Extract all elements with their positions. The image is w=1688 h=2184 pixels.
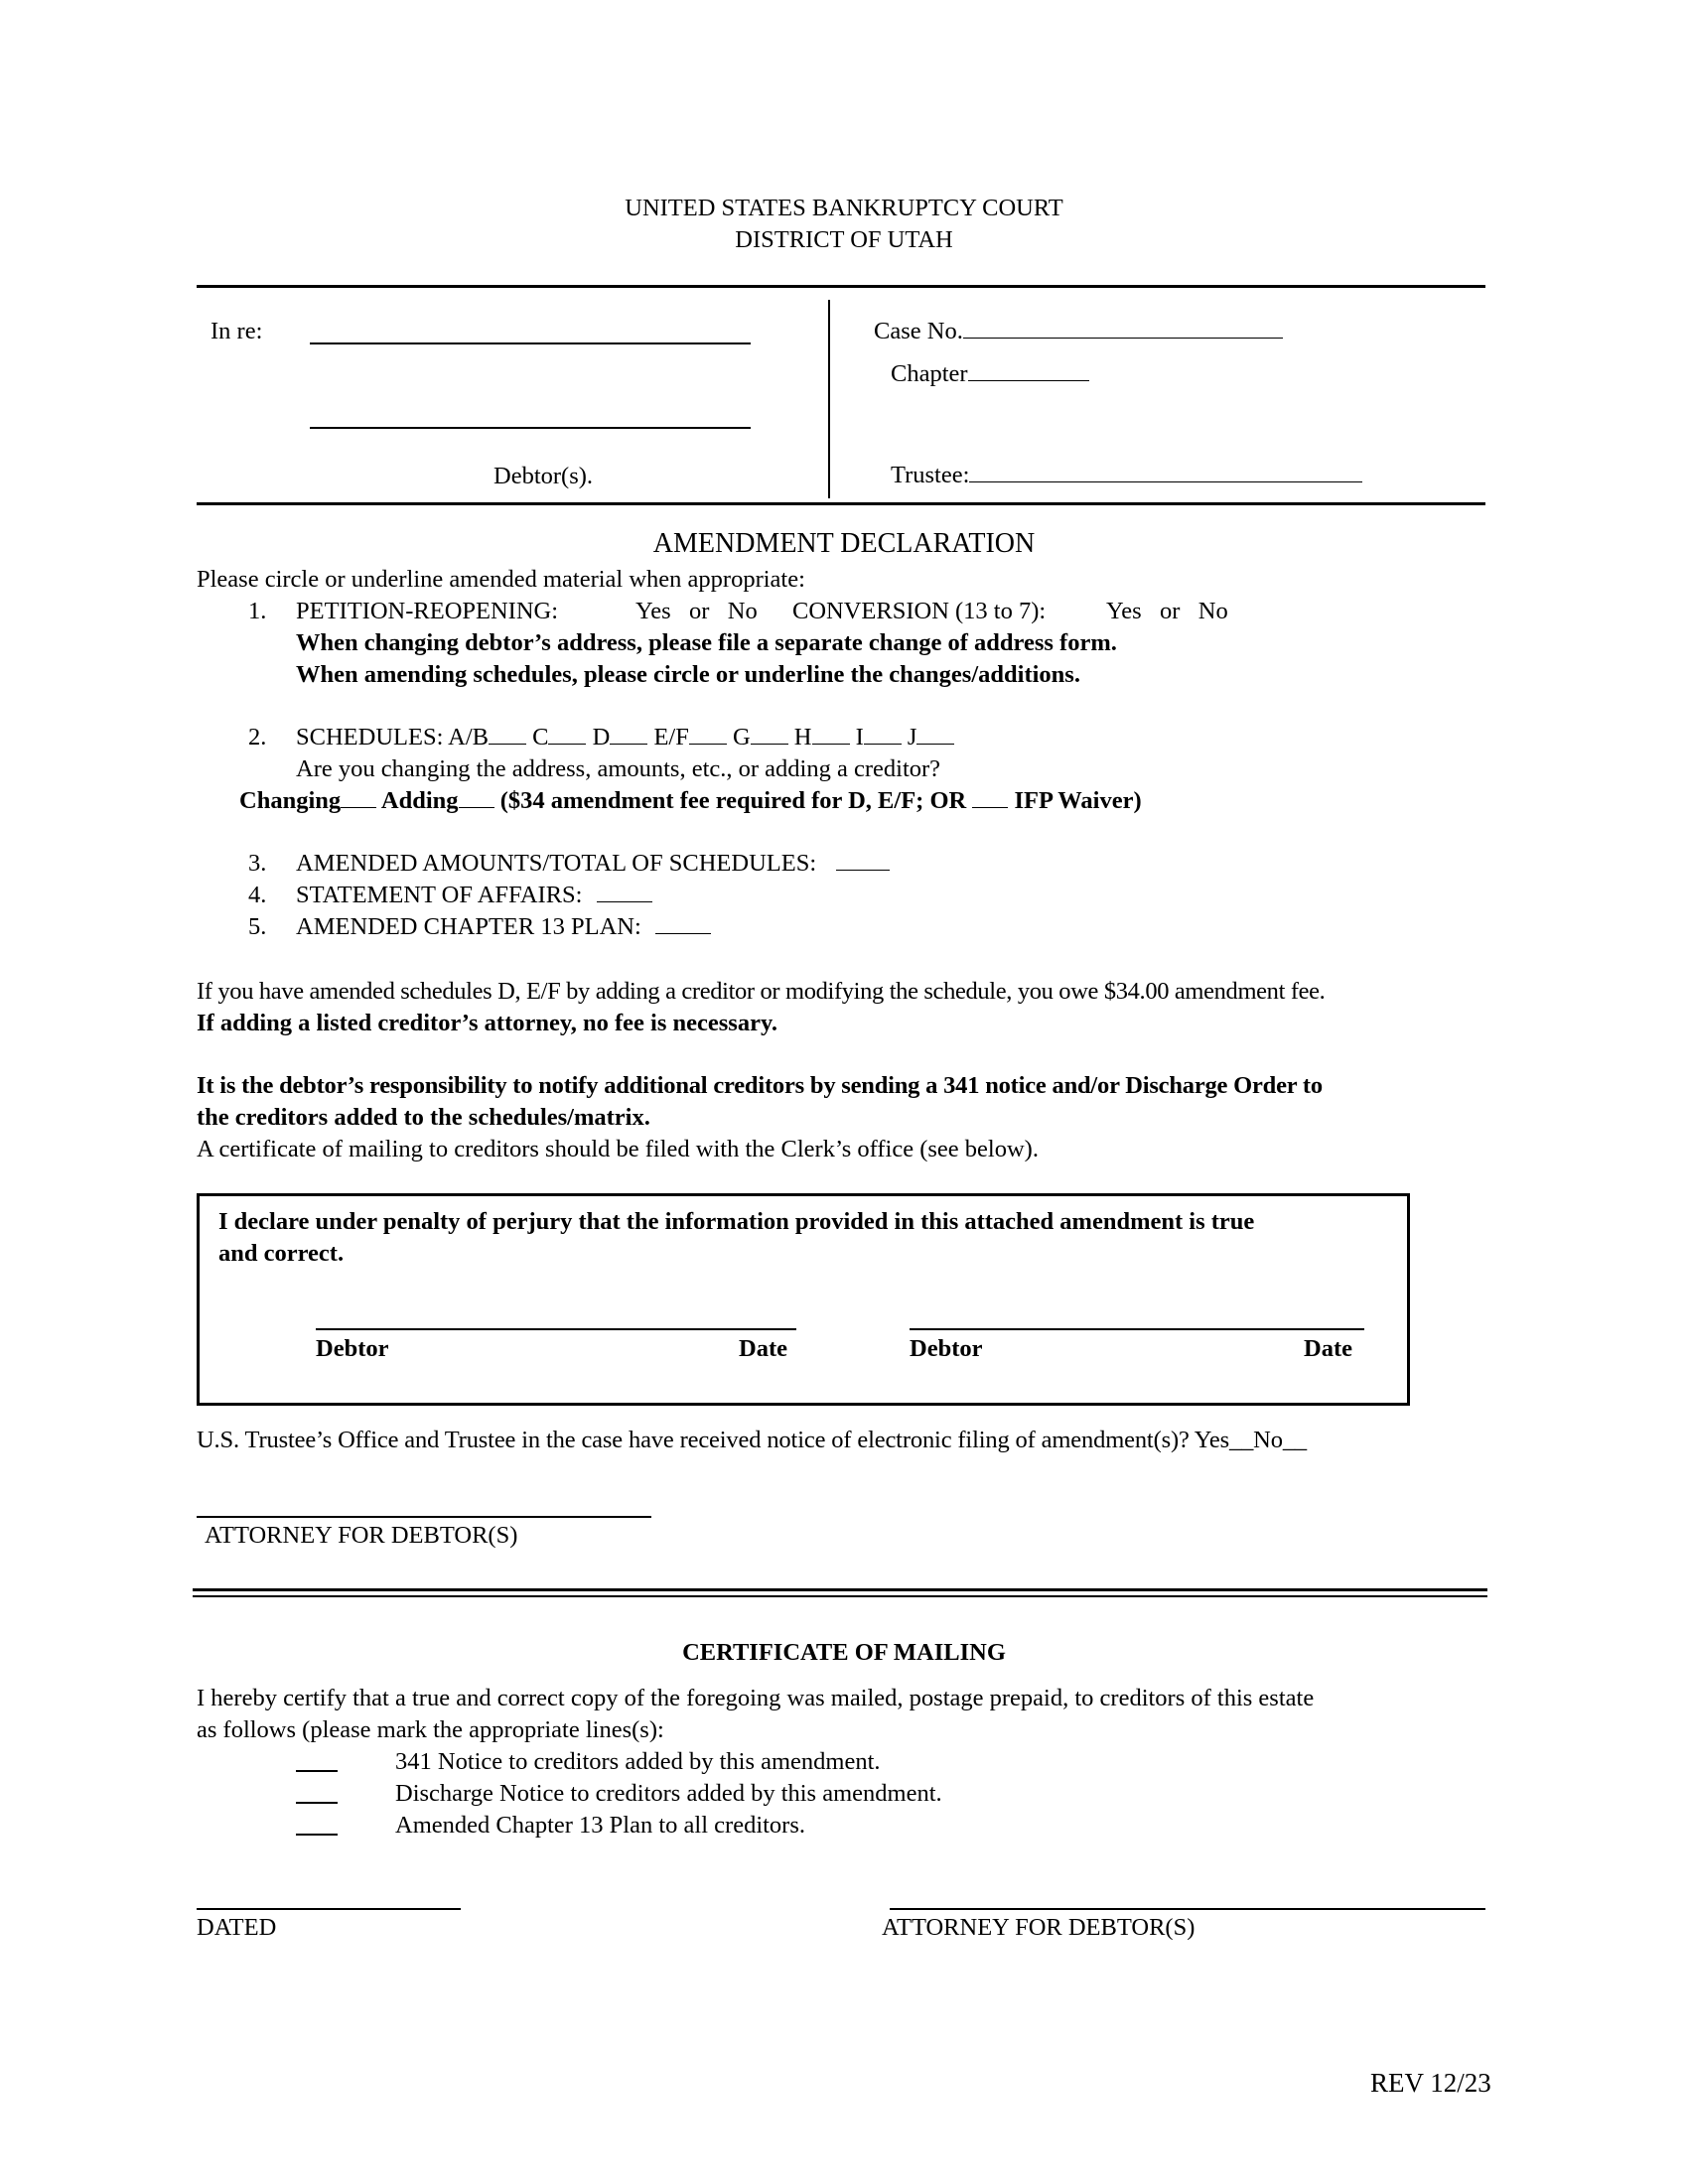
schedule-h-line[interactable] <box>812 724 850 745</box>
chapter-field[interactable] <box>891 360 1089 388</box>
debtor2-date-label: Date <box>1304 1335 1352 1362</box>
option1-label: 341 Notice to creditors added by this amendment. <box>395 1748 881 1775</box>
schedule-ef-line[interactable] <box>689 724 727 745</box>
debtor-name-line-1[interactable] <box>310 342 751 344</box>
amended-amounts-line[interactable] <box>836 850 890 871</box>
item3-number: 3. <box>248 850 267 877</box>
option2-checkline[interactable] <box>296 1802 338 1804</box>
debtor2-label: Debtor <box>910 1335 983 1362</box>
petition-reopening-label: PETITION-REOPENING: <box>296 598 559 624</box>
schedule-i-line[interactable] <box>864 724 902 745</box>
ifp-waiver-label: IFP Waiver) <box>1014 787 1142 814</box>
certificate-line-2: as follows (please mark the appropriate lines(s): <box>197 1716 664 1743</box>
revision-label: REV 12/23 <box>1370 2068 1491 2098</box>
district-name: DISTRICT OF UTAH <box>735 226 953 253</box>
debtors-label: Debtor(s). <box>493 463 594 489</box>
certificate-note: A certificate of mailing to creditors should be filed with the Clerk’s office (see below). <box>197 1136 1039 1162</box>
option3-checkline[interactable] <box>296 1834 338 1836</box>
statement-of-affairs-label: STATEMENT OF AFFAIRS: <box>296 882 583 908</box>
case-no-line[interactable] <box>963 318 1283 339</box>
schedule-d-line[interactable] <box>610 724 647 745</box>
caption-bottom-rule <box>197 502 1485 505</box>
chapter13-plan-line[interactable] <box>655 913 711 934</box>
fee-required-note: ($34 amendment fee required for D, E/F; OR <box>499 787 967 814</box>
debtor2-signature-line[interactable] <box>910 1328 1364 1330</box>
statement-of-affairs-line[interactable] <box>597 882 652 902</box>
instruction-text: Please circle or underline amended material when appropriate: <box>197 566 805 593</box>
option1-checkline[interactable] <box>296 1770 338 1772</box>
schedules-label: SCHEDULES: <box>296 724 444 751</box>
changing-line[interactable] <box>341 787 376 808</box>
schedule-d: D <box>592 724 611 751</box>
caption-vertical-divider <box>828 300 830 498</box>
schedule-ab: A/B <box>448 724 490 751</box>
schedule-change-note: When amending schedules, please circle or underline the changes/additions. <box>296 661 1080 688</box>
item2-number: 2. <box>248 724 267 751</box>
chapter-label: Chapter <box>891 360 968 387</box>
item4-row <box>296 882 652 909</box>
debtor-name-line-2[interactable] <box>310 427 751 429</box>
conversion-label: CONVERSION (13 to 7): <box>792 598 1047 624</box>
schedule-h: H <box>793 724 812 751</box>
certificate-line-1: I hereby certify that a true and correct copy of the foregoing was mailed, postage prepaid, to creditors of this estate <box>197 1685 1315 1711</box>
change-question: Are you changing the address, amounts, etc., or adding a creditor? <box>296 755 941 782</box>
schedule-c-line[interactable] <box>548 724 586 745</box>
ifp-waiver-line[interactable] <box>972 787 1008 808</box>
in-re-label: In re: <box>211 318 263 344</box>
court-name: UNITED STATES BANKRUPTCY COURT <box>625 195 1063 221</box>
schedules-row <box>296 724 954 751</box>
schedule-c: C <box>532 724 549 751</box>
schedule-i: I <box>855 724 864 751</box>
changing-adding-row <box>239 787 1142 815</box>
trustee-field[interactable] <box>891 462 1362 489</box>
item5-row <box>296 913 711 941</box>
debtor1-signature-line[interactable] <box>316 1328 796 1330</box>
section-divider-bottom <box>193 1595 1487 1597</box>
case-no-label: Case No. <box>874 318 963 344</box>
debtor1-date-label: Date <box>739 1335 787 1362</box>
adding-label: Adding <box>380 787 459 814</box>
schedule-g: G <box>732 724 751 751</box>
petition-reopening-options[interactable]: Yes or No <box>635 598 758 624</box>
dated-label: DATED <box>197 1914 277 1941</box>
certificate-attorney-line[interactable] <box>890 1908 1485 1910</box>
responsibility-line-1: It is the debtor’s responsibility to notify additional creditors by sending a 341 notice and/or Discharge Order to <box>197 1072 1323 1099</box>
chapter-line[interactable] <box>968 360 1089 381</box>
item3-row <box>296 850 890 878</box>
fee-bold-note: If adding a listed creditor’s attorney, no fee is necessary. <box>197 1010 777 1036</box>
attorney-signature-line[interactable] <box>197 1516 651 1518</box>
caption-top-rule <box>197 285 1485 288</box>
option2-label: Discharge Notice to creditors added by this amendment. <box>395 1780 942 1807</box>
trustee-label: Trustee: <box>891 462 970 488</box>
schedule-g-line[interactable] <box>751 724 788 745</box>
trustee-line[interactable] <box>969 462 1362 482</box>
item4-number: 4. <box>248 882 267 908</box>
responsibility-line-2: the creditors added to the schedules/matrix. <box>197 1104 650 1131</box>
attorney-label: ATTORNEY FOR DEBTOR(S) <box>205 1522 518 1549</box>
schedule-j-line[interactable] <box>916 724 954 745</box>
trustee-notice: U.S. Trustee’s Office and Trustee in the case have received notice of electronic filing of amendment(s)? Yes__No__ <box>197 1427 1308 1453</box>
option3-label: Amended Chapter 13 Plan to all creditors. <box>395 1812 805 1839</box>
conversion-options[interactable]: Yes or No <box>1106 598 1228 624</box>
fee-paragraph: If you have amended schedules D, E/F by adding a creditor or modifying the schedule, you owe $34.00 amendment fee. <box>197 978 1326 1005</box>
schedule-j: J <box>907 724 917 751</box>
address-change-note: When changing debtor’s address, please file a separate change of address form. <box>296 629 1117 656</box>
changing-label: Changing <box>239 787 342 814</box>
declaration-line-1: I declare under penalty of perjury that the information provided in this attached amendment is true <box>218 1208 1255 1235</box>
schedule-ab-line[interactable] <box>489 724 526 745</box>
item1-number: 1. <box>248 598 267 624</box>
page-title: AMENDMENT DECLARATION <box>652 528 1036 559</box>
certificate-attorney-label: ATTORNEY FOR DEBTOR(S) <box>882 1914 1196 1941</box>
case-number-field[interactable] <box>874 318 1283 345</box>
debtor1-label: Debtor <box>316 1335 389 1362</box>
amended-amounts-label: AMENDED AMOUNTS/TOTAL OF SCHEDULES: <box>296 850 817 877</box>
dated-line[interactable] <box>197 1908 461 1910</box>
schedule-ef: E/F <box>653 724 689 751</box>
chapter13-plan-label: AMENDED CHAPTER 13 PLAN: <box>296 913 641 940</box>
item5-number: 5. <box>248 913 267 940</box>
section-divider-top <box>193 1588 1487 1591</box>
declaration-line-2: and correct. <box>218 1240 345 1267</box>
adding-line[interactable] <box>459 787 494 808</box>
certificate-title: CERTIFICATE OF MAILING <box>682 1639 1006 1666</box>
